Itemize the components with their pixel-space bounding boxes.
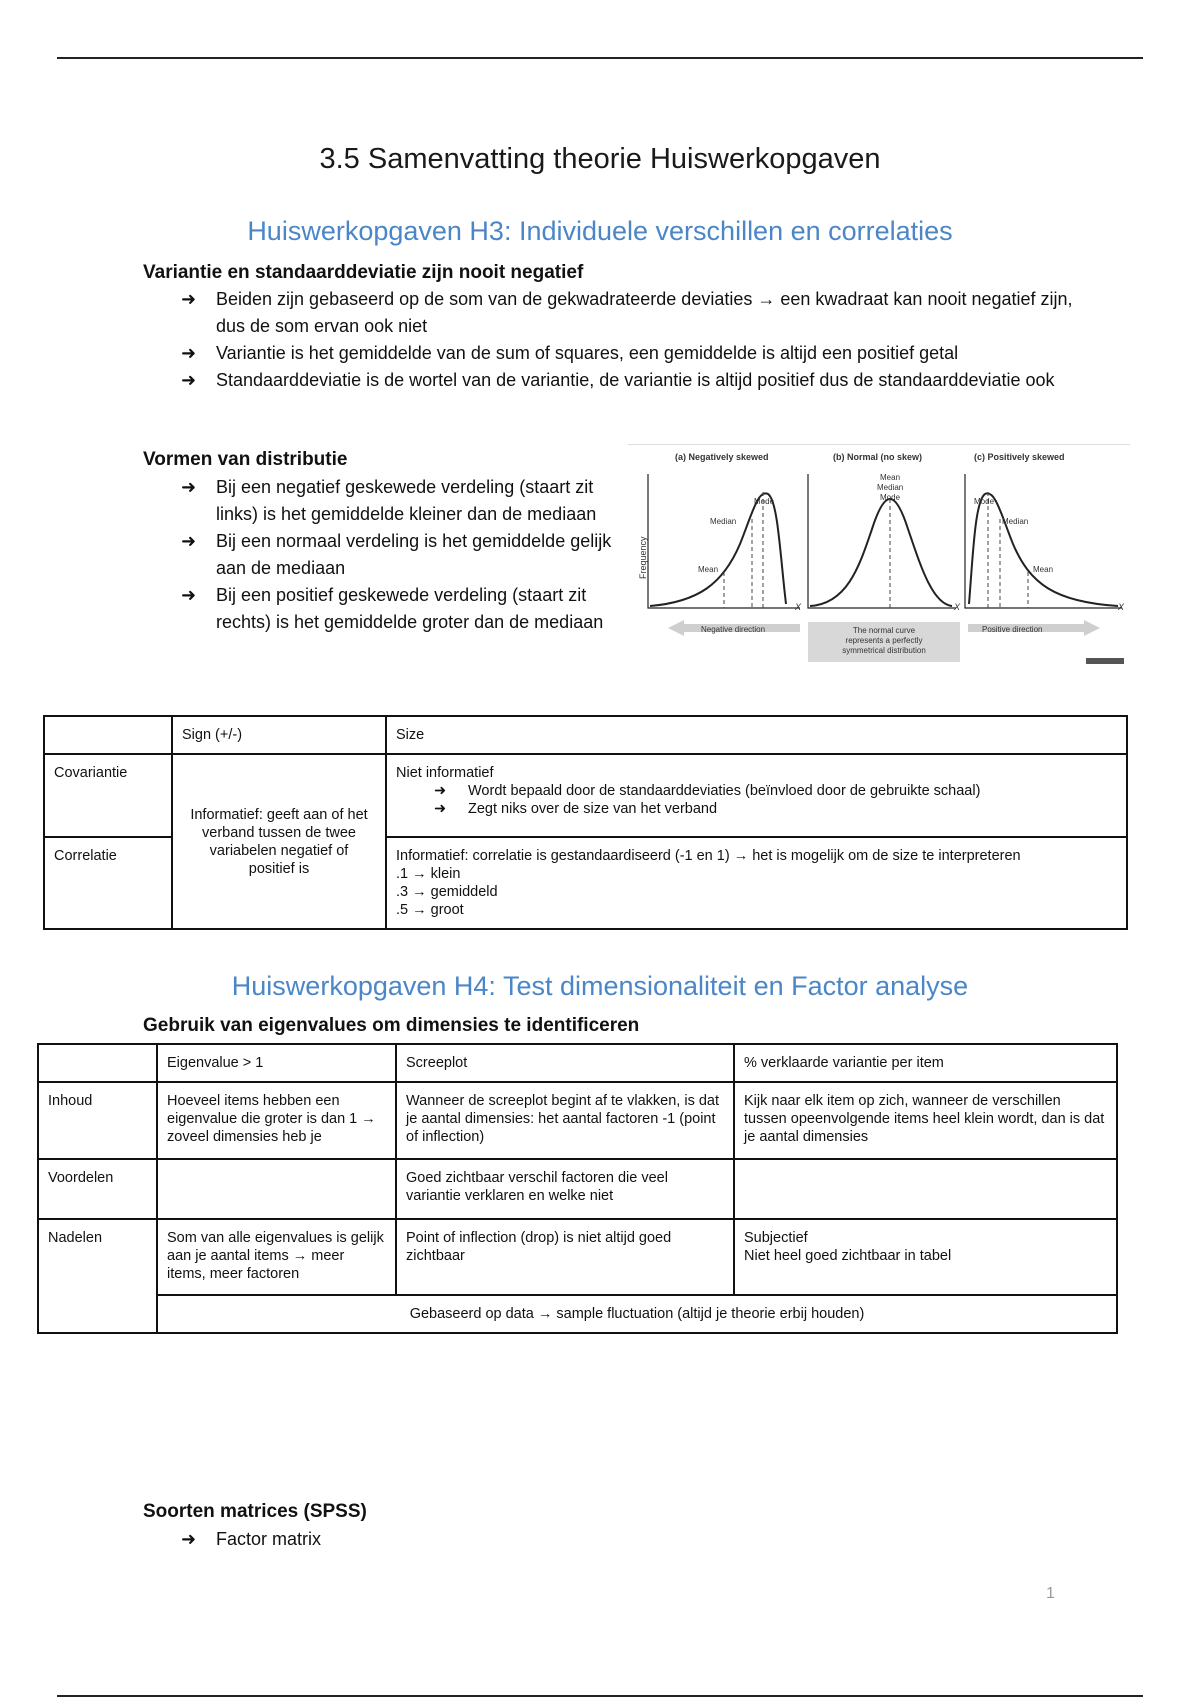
list-item-text: Wordt bepaald door de standaarddeviaties (beïnvloed door de gebruikte schaal)	[468, 783, 981, 799]
table-cell: Kijk naar elk item op zich, wanneer de verschillen tussen opeenvolgende items heel klein wordt, dan is dat je aantal dimensies	[734, 1082, 1117, 1159]
pos-x-label: X	[1118, 602, 1125, 612]
pos-mode-label: Mode	[974, 497, 995, 506]
normal-mean-label: Mean	[880, 473, 901, 482]
table-cell: Goed zichtbaar verschil factoren die veel variantie verklaren en welke niet	[396, 1159, 734, 1219]
figure-corner-mark	[1086, 658, 1124, 664]
normal-mode-label: Mode	[880, 493, 901, 502]
cor-line: .5 → groot	[396, 902, 464, 918]
table-cell: Som van alle eigenvalues is gelijk aan je aantal items → meer items, meer factoren	[157, 1219, 396, 1295]
distribution-figure	[628, 444, 1130, 668]
matrices-list	[143, 1526, 743, 1553]
table-header-size: Size	[386, 716, 1127, 754]
table-cell: Point of inflection (drop) is niet altijd goed zichtbaar	[396, 1219, 734, 1295]
table-row	[38, 1082, 1117, 1159]
list-item	[143, 528, 623, 582]
eigenvalue-table	[37, 1043, 1118, 1334]
normal-caption-3: symmetrical distribution	[842, 646, 926, 655]
y-axis-label: Frequency	[638, 536, 648, 579]
top-rule	[57, 57, 1143, 59]
page-title: 3.5 Samenvatting theorie Huiswerkopgaven	[319, 143, 881, 175]
row-label-correlatie: Correlatie	[44, 837, 172, 929]
h3-heading: Huiswerkopgaven H3: Individuele verschillen en correlaties	[247, 216, 953, 246]
list-item-text: Standaarddeviatie is de wortel van de variantie, de variantie is altijd positief dus de standaarddeviatie ook	[216, 370, 1055, 390]
arrow-right-icon: ➜	[181, 585, 197, 605]
table-header-sign: Sign (+/-)	[172, 716, 386, 754]
pos-median-label: Median	[1002, 517, 1029, 526]
list-item-text: Variantie is het gemiddelde van de sum of squares, een gemiddelde is altijd een positief getal	[216, 343, 959, 363]
arrow-right-icon: ➜	[181, 531, 197, 551]
list-item-text: Zegt niks over de size van het verband	[468, 801, 718, 817]
table-row	[44, 716, 1127, 754]
normal-median-label: Median	[877, 483, 904, 492]
table-cell: Hoeveel items hebben een eigenvalue die groter is dan 1 → zoveel dimensies heb je	[157, 1082, 396, 1159]
bottom-rule	[57, 1695, 1143, 1697]
neg-x-label: X	[795, 602, 802, 612]
variantie-title: Variantie en standaarddeviatie zijn nooit negatief	[143, 262, 584, 283]
arrow-right-icon: ➜	[181, 1529, 197, 1549]
table-row	[38, 1044, 1117, 1082]
panel-c-label: (c) Positively skewed	[974, 452, 1065, 462]
pos-mean-label: Mean	[1033, 565, 1054, 574]
page-number: 1	[1046, 1585, 1055, 1602]
list-item	[143, 340, 1073, 367]
row-label-inhoud: Inhoud	[38, 1082, 157, 1159]
list-item	[396, 800, 1117, 818]
table-row	[38, 1159, 1117, 1219]
table-header: % verklaarde variantie per item	[734, 1044, 1117, 1082]
panel-a-label: (a) Negatively skewed	[675, 452, 769, 462]
normal-caption-2: represents a perfectly	[845, 636, 923, 645]
list-item-text: Beiden zijn gebaseerd op de som van de gekwadrateerde deviaties → een kwadraat kan nooit negatief zijn, dus de som ervan ook niet	[216, 289, 1073, 336]
panel-b-label: (b) Normal (no skew)	[833, 452, 923, 462]
normal-x-label: X	[954, 602, 961, 612]
cov-size-title: Niet informatief	[396, 765, 494, 781]
cov-cor-table	[43, 715, 1128, 930]
arrow-right-icon: ➜	[434, 783, 447, 799]
table-cell	[44, 716, 172, 754]
cor-size-cell	[386, 837, 1127, 929]
table-row	[44, 754, 1127, 837]
arrow-right-icon: ➜	[181, 289, 197, 309]
list-item-text: Bij een negatief geskewede verdeling (staart zit links) is het gemiddelde kleiner dan de mediaan	[216, 477, 597, 524]
variantie-list	[143, 286, 1073, 394]
list-item-text: Factor matrix	[216, 1529, 322, 1549]
table-cell: Subjectief Niet heel goed zichtbaar in tabel	[734, 1219, 1117, 1295]
normal-caption-1: The normal curve	[852, 626, 916, 635]
list-item-text: Bij een positief geskewede verdeling (staart zit rechts) is het gemiddelde groter dan de mediaan	[216, 585, 604, 632]
table-header: Eigenvalue > 1	[157, 1044, 396, 1082]
table-cell: Wanneer de screeplot begint af te vlakken, is dat je aantal dimensies: het aantal factoren -1 (point of inflection)	[396, 1082, 734, 1159]
table-header: Screeplot	[396, 1044, 734, 1082]
neg-mean-label: Mean	[698, 565, 719, 574]
sign-cell: Informatief: geeft aan of het verband tussen de twee variabelen negatief of positief is	[172, 754, 386, 929]
cov-size-cell	[386, 754, 1127, 837]
eigen-title: Gebruik van eigenvalues om dimensies te identificeren	[143, 1015, 640, 1036]
row-label-covariantie: Covariantie	[44, 754, 172, 837]
arrow-right-icon: ➜	[434, 801, 447, 817]
arrow-right-icon: ➜	[181, 343, 197, 363]
table-row	[38, 1219, 1117, 1295]
list-item	[143, 1526, 743, 1553]
positive-direction-label: Positive direction	[982, 625, 1043, 634]
list-item	[143, 582, 623, 636]
matrices-title: Soorten matrices (SPSS)	[143, 1501, 367, 1522]
arrow-right-icon: ➜	[181, 370, 197, 390]
table-row	[38, 1295, 1117, 1333]
neg-median-label: Median	[710, 517, 737, 526]
cor-line: Informatief: correlatie is gestandaardiseerd (-1 en 1) → het is mogelijk om de size te interpreteren	[396, 848, 1021, 864]
row-label-voordelen: Voordelen	[38, 1159, 157, 1219]
list-item	[143, 367, 1073, 394]
negative-direction-label: Negative direction	[701, 625, 766, 634]
arrow-right-icon: ➜	[181, 477, 197, 497]
list-item-text: Bij een normaal verdeling is het gemiddelde gelijk aan de mediaan	[216, 531, 612, 578]
cor-line: .1 → klein	[396, 866, 461, 882]
table-cell	[38, 1044, 157, 1082]
table-footer-cell: Gebaseerd op data → sample fluctuation (altijd je theorie erbij houden)	[157, 1295, 1117, 1333]
h4-heading: Huiswerkopgaven H4: Test dimensionaliteit en Factor analyse	[231, 971, 969, 1001]
row-label-nadelen: Nadelen	[38, 1219, 157, 1333]
list-item	[143, 474, 623, 528]
table-cell	[157, 1159, 396, 1219]
list-item	[396, 782, 1117, 800]
table-cell	[734, 1159, 1117, 1219]
vormen-list	[143, 474, 623, 636]
cor-line: .3 → gemiddeld	[396, 884, 498, 900]
neg-mode-label: Mode	[754, 497, 775, 506]
list-item	[143, 286, 1073, 340]
vormen-title: Vormen van distributie	[143, 449, 348, 470]
